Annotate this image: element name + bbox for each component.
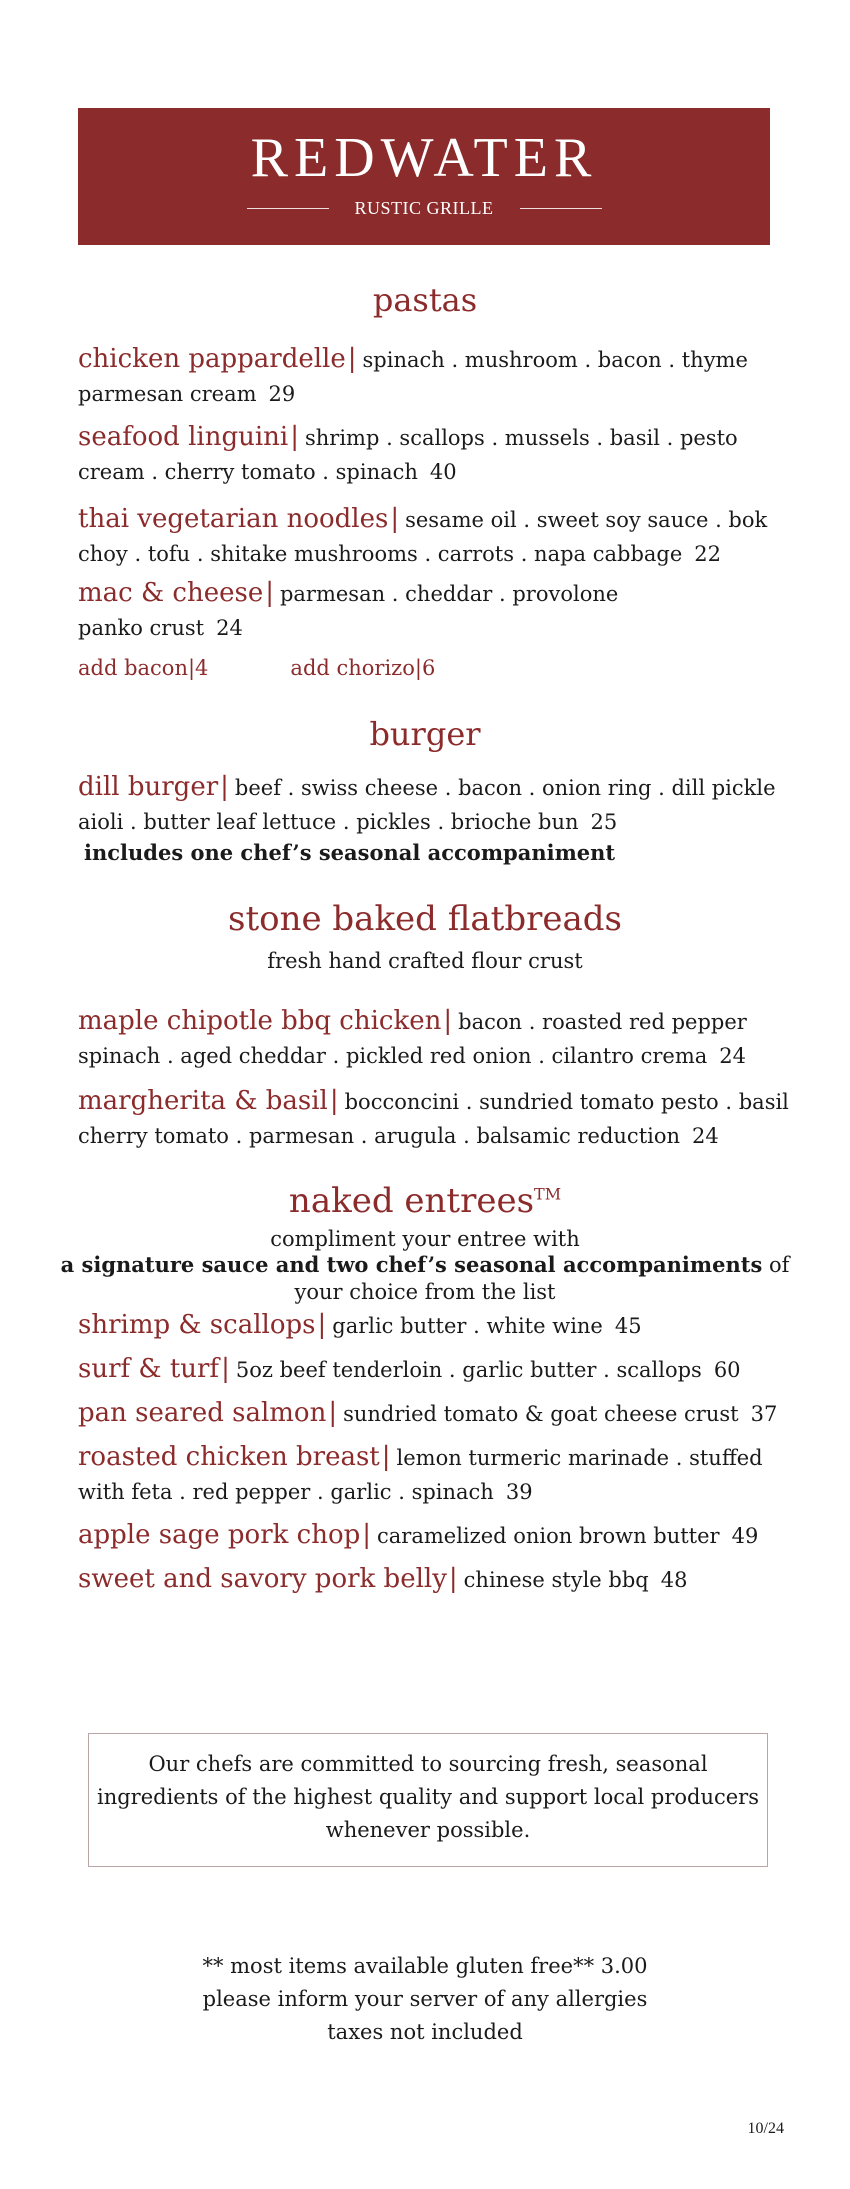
item-name: apple sage pork chop: [78, 1520, 361, 1550]
separator: |: [448, 1564, 458, 1594]
menu-item-shrimp-and-scallops: [78, 1308, 778, 1343]
item-price: 24: [692, 1124, 719, 1148]
item-price: 39: [505, 1480, 533, 1504]
addon-chorizo: add chorizo|6: [290, 656, 436, 680]
item-price: 25: [590, 810, 618, 834]
separator: |: [265, 578, 274, 608]
item-description: chinese style bbq: [463, 1568, 649, 1592]
item-price: 22: [694, 542, 722, 566]
item-description: bocconcini . sundried tomato pesto . basil cherry tomato . parmesan . arugula . balsamic reduction: [78, 1090, 789, 1148]
entrees-note-line-1: compliment your entree with: [270, 1227, 580, 1251]
item-name: surf & turf: [78, 1354, 220, 1384]
page-number: 10/24: [747, 2120, 784, 2137]
item-name: roasted chicken breast: [78, 1442, 380, 1472]
item-price: 40: [429, 460, 457, 484]
trademark-mark: TM: [534, 1184, 562, 1204]
item-price: 37: [750, 1402, 778, 1426]
item-price: 29: [268, 382, 296, 406]
burger-accompaniment-note: includes one chef’s seasonal accompaniment: [84, 840, 616, 865]
menu-item-maple-chipotle-bbq-chicken: [78, 1004, 778, 1073]
section-title-pastas: pastas: [372, 281, 478, 319]
section-title-flatbreads: stone baked flatbreads: [228, 899, 622, 939]
tax-note: taxes not included: [327, 2020, 523, 2044]
item-name: seafood linguini: [78, 422, 289, 452]
separator: |: [362, 1520, 372, 1550]
menu-item-surf-and-turf: [78, 1352, 778, 1387]
item-price: 49: [731, 1524, 759, 1548]
item-price: 24: [719, 1044, 746, 1068]
item-description: beef . swiss cheese . bacon . onion ring . dill pickle aioli . butter leaf lettuce . pickles . brioche bun: [78, 776, 776, 834]
item-name: maple chipotle bbq chicken: [78, 1006, 442, 1036]
allergy-note: please inform your server of any allergies: [202, 1987, 648, 2011]
separator: |: [390, 504, 400, 534]
brand-name: REDWATER: [250, 127, 598, 189]
item-name: thai vegetarian noodles: [78, 504, 389, 534]
item-description: sesame oil . sweet soy sauce . bok choy . tofu . shitake mushrooms . carrots . napa cabbage: [78, 508, 768, 566]
header-banner: [78, 108, 770, 245]
entrees-note-of: of: [762, 1253, 790, 1278]
item-price: 60: [713, 1358, 741, 1382]
divider-line-left: [247, 208, 329, 209]
item-description: lemon turmeric marinade . stuffed with feta . red pepper . garlic . spinach: [78, 1446, 763, 1504]
item-price: 24: [216, 616, 243, 640]
sourcing-notice: Our chefs are committed to sourcing fresh, seasonal ingredients of the highest quality and support local producers whenever possible.: [88, 1733, 768, 1867]
item-name: margherita & basil: [78, 1086, 328, 1116]
menu-item-roasted-chicken-breast: [78, 1440, 778, 1509]
subtitle-row: [78, 198, 770, 219]
gluten-free-note: ** most items available gluten free** 3.00: [202, 1954, 648, 1978]
section-title-naked-entrees: [0, 1181, 850, 1221]
item-price: 45: [614, 1314, 642, 1338]
item-description: garlic butter . white wine: [332, 1314, 603, 1338]
item-description: spinach . mushroom . bacon . thyme parmesan cream: [78, 348, 748, 406]
menu-item-sweet-and-savory-pork-belly: [78, 1562, 778, 1597]
separator: |: [220, 772, 229, 802]
item-description: bacon . roasted red pepper spinach . aged cheddar . pickled red onion . cilantro crema: [78, 1010, 747, 1068]
separator: |: [347, 344, 357, 374]
item-description: parmesan . cheddar . provolone panko crust: [78, 582, 619, 640]
separator: |: [443, 1006, 453, 1036]
flatbreads-note: fresh hand crafted flour crust: [267, 949, 583, 973]
menu-item-mac-and-cheese: [78, 576, 638, 645]
separator: |: [317, 1310, 327, 1340]
divider-line-right: [520, 208, 602, 209]
item-name: pan seared salmon: [78, 1398, 327, 1428]
entrees-note: [0, 1226, 850, 1305]
menu-item-pan-seared-salmon: [78, 1396, 798, 1431]
separator: |: [290, 422, 299, 452]
item-name: shrimp & scallops: [78, 1310, 316, 1340]
item-price: 48: [660, 1568, 688, 1592]
item-description: shrimp . scallops . mussels . basil . pesto cream . cherry tomato . spinach: [78, 426, 738, 484]
item-name: sweet and savory pork belly: [78, 1564, 447, 1594]
entrees-note-bold: a signature sauce and two chef’s seasonal accompaniments: [60, 1252, 763, 1278]
item-description: caramelized onion brown butter: [377, 1524, 720, 1548]
menu-item-seafood-linguini: [78, 420, 778, 489]
entrees-note-line-3: your choice from the list: [294, 1279, 556, 1304]
pasta-addons: [78, 656, 517, 680]
separator: |: [381, 1442, 391, 1472]
menu-item-margherita-and-basil: [78, 1084, 793, 1153]
separator: |: [328, 1398, 338, 1428]
item-description: 5oz beef tenderloin . garlic butter . scallops: [235, 1358, 702, 1382]
entrees-note-line-2: [0, 1252, 850, 1278]
menu-item-dill-burger: [78, 770, 778, 839]
menu-item-chicken-pappardelle: [78, 342, 778, 411]
item-description: sundried tomato & goat cheese crust: [343, 1402, 739, 1426]
section-title-burger: burger: [369, 715, 481, 753]
item-name: mac & cheese: [78, 578, 264, 608]
addon-bacon: add bacon|4: [78, 656, 209, 680]
menu-item-thai-vegetarian-noodles: [78, 502, 788, 571]
entrees-title-text: naked entrees: [288, 1181, 535, 1221]
menu-item-apple-sage-pork-chop: [78, 1518, 778, 1553]
brand-subtitle: RUSTIC GRILLE: [354, 198, 494, 218]
separator: |: [221, 1354, 230, 1384]
footer-notes: [0, 1950, 850, 2049]
separator: |: [329, 1086, 339, 1116]
item-name: chicken pappardelle: [78, 344, 346, 374]
item-name: dill burger: [78, 772, 219, 802]
